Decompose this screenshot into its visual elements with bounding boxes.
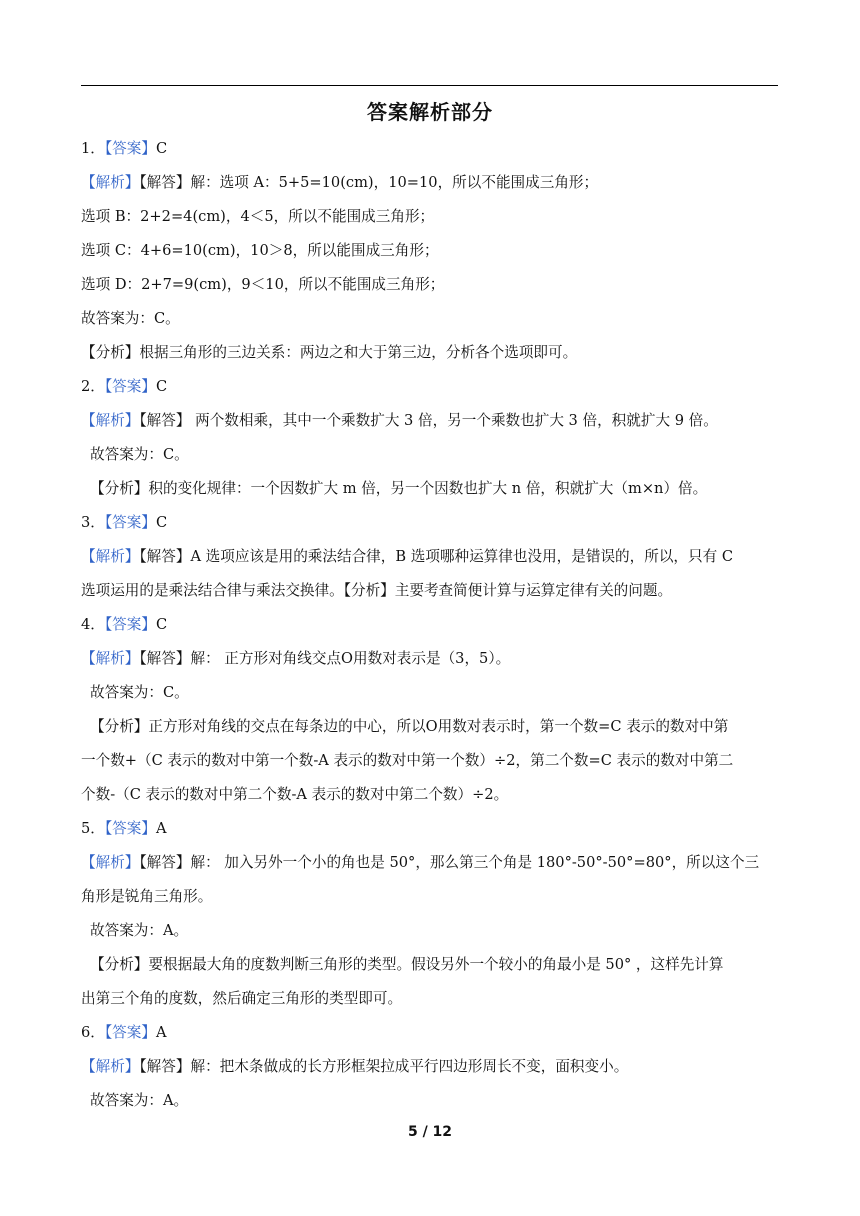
q2-explanation-line [81,409,781,443]
q3-line-1: A 选项应该是用的乘法结合律，B 选项哪种运算律也没用，是错误的，所以，只有 C [190,548,734,565]
q5-line-3: 故答案为：A。 [90,922,189,939]
jieda-label: 【解答】 [139,650,191,667]
jieda-label: 【解答】 [139,548,191,565]
q4-analysis-3: 个数-（C 表示的数对中第二个数-A 表示的数对中第二个数）÷2。 [81,786,509,803]
jieda-label: 【解答】 [139,412,191,429]
q5-analysis-1: 【分析】要根据最大角的度数判断三角形的类型。假设另外一个较小的角最小是 50° ，这样先计算 [90,956,724,973]
answer-label: 【答案】 [104,616,156,633]
q1-line-1: 解：选项 A：5+5=10(cm)，10=10，所以不能围成三角形； [190,174,599,191]
q1-answer-line [81,137,781,171]
answer-label: 【答案】 [104,140,156,157]
answer-label: 【答案】 [104,1024,156,1041]
q1-line-3: 选项 C：4+6=10(cm)，10＞8，所以能围成三角形； [81,242,439,259]
jieda-label: 【解答】 [139,174,191,191]
jieda-label: 【解答】 [139,1058,191,1075]
jiexi-label: 【解析】 [81,854,140,871]
q4-explanation-line [81,647,781,681]
q1-line-4: 选项 D：2+7=9(cm)，9＜10，所以不能围成三角形； [81,276,445,293]
header-rule [81,85,778,86]
q3-explanation-line [81,545,781,579]
q6-line-1: 解：把木条做成的长方形框架拉成平行四边形周长不变，面积变小。 [190,1058,629,1075]
q1-explanation-line [81,171,781,205]
jiexi-label: 【解析】 [81,1058,140,1075]
q1-line-5: 故答案为：C。 [81,310,180,327]
answer-label: 【答案】 [104,378,156,395]
q4-line-2: 故答案为：C。 [90,684,189,701]
q2-line-2: 故答案为：C。 [90,446,189,463]
q4-answer-line [81,613,781,647]
answer-label: 【答案】 [104,820,156,837]
q3-answer: C [155,514,168,531]
q4-number: 4． [81,616,105,633]
q5-number: 5． [81,820,105,837]
q2-number: 2． [81,378,105,395]
q4-answer: C [155,616,168,633]
q4-line-1: 解： 正方形对角线交点O用数对表示是（3，5）。 [190,650,511,667]
q1-answer: C [155,140,168,157]
q6-number: 6． [81,1024,105,1041]
q5-explanation-line [81,851,781,885]
q1-analysis: 【分析】根据三角形的三边关系：两边之和大于第三边，分析各个选项即可。 [81,344,578,361]
jiexi-label: 【解析】 [81,412,140,429]
page-title: 答案解析部分 [367,100,493,124]
q1-number: 1． [81,140,105,157]
answer-label: 【答案】 [104,514,156,531]
q1-line-2: 选项 B：2+2=4(cm)，4＜5，所以不能围成三角形； [81,208,435,225]
q5-line-1: 解： 加入另外一个小的角也是 50°，那么第三个角是 180°-50°-50°=80°，所以这个三 [190,854,760,871]
q2-line-1: 两个数相乘，其中一个乘数扩大 3 倍，另一个乘数也扩大 3 倍，积就扩大 9 倍。 [190,412,718,429]
q5-analysis-2: 出第三个角的度数，然后确定三角形的类型即可。 [81,990,403,1007]
jiexi-label: 【解析】 [81,548,140,565]
q3-answer-line [81,511,781,545]
q4-analysis-2: 一个数+（C 表示的数对中第一个数-A 表示的数对中第一个数）÷2，第二个数=C 表示的数对中第二 [81,752,734,769]
q5-line-2: 角形是锐角三角形。 [81,888,213,905]
q2-answer-line [81,375,781,409]
page-number: 5 / 12 [407,1124,453,1140]
answer-content [81,137,781,1123]
q6-line-2: 故答案为：A。 [90,1092,189,1109]
jiexi-label: 【解析】 [81,174,140,191]
q6-answer: A [155,1024,167,1041]
q3-number: 3． [81,514,105,531]
q2-analysis: 【分析】积的变化规律：一个因数扩大 m 倍，另一个因数也扩大 n 倍，积就扩大（m×n）倍。 [90,480,708,497]
jieda-label: 【解答】 [139,854,191,871]
q3-line-2: 选项运用的是乘法结合律与乘法交换律。【分析】主要考查简便计算与运算定律有关的问题。 [81,582,673,599]
q5-answer: A [155,820,167,837]
jiexi-label: 【解析】 [81,650,140,667]
q6-answer-line [81,1021,781,1055]
q6-explanation-line [81,1055,781,1089]
q2-answer: C [155,378,168,395]
q4-analysis-1: 【分析】正方形对角线的交点在每条边的中心，所以O用数对表示时，第一个数=C 表示的数对中第 [90,718,729,735]
q5-answer-line [81,817,781,851]
